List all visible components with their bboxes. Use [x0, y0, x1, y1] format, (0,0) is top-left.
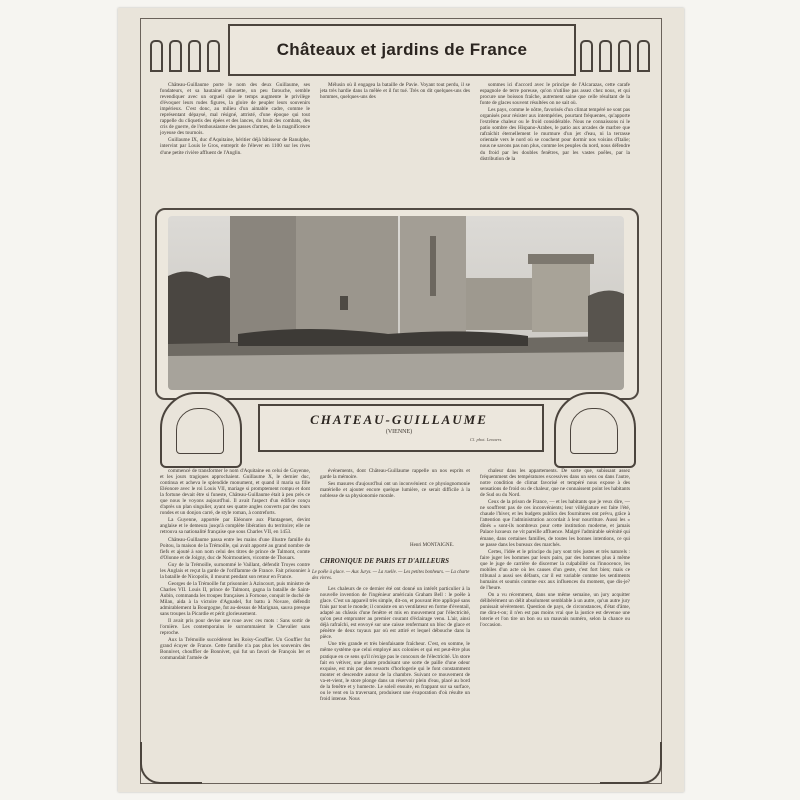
- top-column-right: [480, 82, 630, 210]
- bottom-column-middle-top: [320, 468, 470, 540]
- photo-credit: Cl. phot. Lenaers.: [470, 437, 503, 442]
- paragraph: Il avait pris pour devise une roue avec ces mots : Sans sortir de l'ornière. Les contemporains le surnommaient le Chevalier sans reproche.: [160, 618, 310, 637]
- paragraph: Ceux de la prison de France, — et les habitants que je veux dire, — ne souffrent pas de ces inconvénients; leur villégiature est faite l'été, chaude l'hiver, et les budgets publics des fournitures ont prévu, grâce à l'attention que l'administration accordait à leur nourriture. Aussi les « dînés » sont-ils nombreux pour cette institution moderne, et jamais Palace luxueux ne vit pareille affluence. Malgré l'admirable sérénité qui émane, dans certaines familles, de toutes les bonnes intentions, ce qui se passe dans les bureaux des marchés.: [480, 499, 630, 548]
- paragraph: Ses masures d'aujourd'hui ont un inconvénient: ce physiognomonie matérielle et ajouter encore quelque lumière, ce serait difficile à la noblesse de sa physionomie morale.: [320, 481, 470, 500]
- paragraph: Georges de la Trémoille fut prisonnier à Azincourt, puis ministre de Charles VII. Louis II, prince de Talmont, gagna la bataille de Saint-Aubin, commanda les troupes françaises à Fornoue, conquit le duché de Milan, aida à la victoire d'Agnadel, fut battu à Novare, défendit admirablement la Bourgogne, fut au-dessus de Marignan, sauva presque sans troupes la Picardie et périt glorieusement.: [160, 580, 310, 618]
- paragraph: Guillaume IX, duc d'Aquitaine, héritier déjà bâtisseur de Ranulphe, intervint par Louis le Gros, entreprit de l'élever en 1100 sur les rives d'une petite rivière affluent de l'Anglin.: [160, 137, 310, 156]
- bottom-column-middle: [320, 586, 470, 768]
- chronicle-title: CHRONIQUE DE PARIS ET D'AILLEURS: [320, 557, 450, 565]
- chronicle-subtitle: Le poêle à glace. — Aux Jurys. — La ruelle. — Les petites bonheurs. — La charte des vivres.: [312, 570, 470, 581]
- paragraph: chaleur dans les appartements. De sorte que, subissant assez fréquemment des températures excessives dans un sens ou dans l'autre, notre condition de climat favorisé et tempéré nous expose à des sensations de froid ou de chaleur, que ne connaissent point les habitants de Sud ou du Nord.: [480, 468, 630, 499]
- paragraph: On a vu récemment, dans une même semaine, un jury acquitter délibérément un délit absolument semblable à un autre, qu'un autre jury punissait sévèrement. Question de pays, de circonstances, d'état d'âme, me dira-t-on; il n'en est pas moins vrai que la justice est devenue une loterie et l'on tire un bon ou un mauvais numéro, selon la chance ou l'occasion.: [480, 591, 630, 629]
- footer-ornament-left: [140, 742, 202, 784]
- footer-ornament-right: [600, 742, 662, 784]
- paragraph: Guy de la Trémoille, surnommé le Vaillant, défendit Troyes contre les Anglais et reçut la garde de l'oriflamme de France. Fait prisonnier à la bataille de Nicopolis, il mourut pendant son retour en France.: [160, 561, 310, 580]
- bottom-column-left: [160, 468, 310, 768]
- paragraph: Mélusin où il engagea la bataille de Pavie. Voyant tout perdu, il se jeta très hardie dans la mêlée et il fut tué. Très on dit quelques-uns des hommes, quelques-uns des: [320, 82, 470, 101]
- photo-caption-title: CHATEAU-GUILLAUME: [310, 412, 488, 427]
- chateau-illustration: [168, 216, 624, 390]
- bottom-column-right: [480, 468, 630, 768]
- paragraph: événements, dont Château-Guillaume rappelle un nos esprits et garde la mémoire.: [320, 468, 470, 481]
- top-column-middle: [320, 82, 470, 108]
- chateau-photo: [168, 216, 624, 390]
- top-column-left: [160, 82, 310, 210]
- header-ornament-right: [580, 32, 650, 72]
- page-title: Châteaux et jardins de France: [276, 40, 528, 59]
- page-header: [228, 24, 576, 76]
- header-ornament-left: [150, 32, 220, 72]
- author-signature: Henri MONTAIGNE.: [410, 543, 454, 548]
- paragraph: La Guyenne, apportée par Eléonore aux Plantagenet, devint anglaise et le demeura jusqu'à complète libération du territoire; elle ne retrouva sa nationalité française que sous Charles VII, en 1453.: [160, 517, 310, 536]
- photo-caption-subtitle: (VIENNE): [385, 429, 413, 435]
- paragraph: Les chaleurs de ce dernier été ont donné un intérêt particulier à la nouvelle invention de l'ingénieur américain Graham Bell : le poêle à glace. C'est un appareil très simple, dit-on, et pouvant être appliqué sans frais par tout le monde; il consiste en un ventilateur en forme d'éventail, adapté au châssis d'une fenêtre et mis en mouvement par l'électricité, qu'on peut emprunter au premier courant d'éclairage venu. L'air, ainsi déjà rafraîchi, est envoyé sur une caisse renfermant un bloc de glace et pénètre de deux tuyaux par où est attiré et lequel débouche dans la pièce.: [320, 586, 470, 641]
- paragraph: Château-Guillaume passa entre les mains d'une illustre famille du Poitou, la maison de la Trémoille, qui avait apporté au grand nombre de fiefs et ajouté à son nom celui des titres de prince de Talmont, comte d'Olonne et de Joigny, duc de Noirmoutiers, vicomte de Thouars.: [160, 536, 310, 561]
- paragraph: commencé de transformer le nom d'Aquitaine en celui de Guyenne, et les jours tragiques approchaient. Guillaume X, le dernier duc, continua et acheva le splendide monument, et quand il maria sa fille Eléonore avec le roi Louis VII, mariage si promptement rompu et dont la fortune devait être si funeste, Château-Guillaume était à peu près ce que nous le voyons aujourd'hui. Il avait l'aspect d'un édifice conçu d'après un plan singulier, ayant ses quatre angles couverts par des tours rondes et un donjon carré, de style roman, à contreforts.: [160, 468, 310, 517]
- caption-ornament-left: [160, 392, 242, 468]
- paragraph: Les pays, comme le nôtre, favorisés d'un climat tempéré ne sont pas organisés pour résister aux intempéries, pourtant fréquentes, qu'apporte l'extrême chaleur ou le froid considérable. Nous ne connaissons ni le patio sombre des Hispano-Arabes, le patio aux arcades de marbre que rafraîchit éternellement le murmure d'un jet d'eau, ni la terrasse orientale vers le nord où se couchent pour dormir nos voisins d'Italie; nous ne savons pas non plus, comme les peuples du nord, nous défendre du froid par les doubles fenêtres, par les vastes poêles, par la distribution de la: [480, 107, 630, 162]
- paragraph: Certes, l'idée et le principe du jury sont très justes et très naturels : faire juger les hommes par leurs pairs, par des hommes plus à même que le juge de carrière de discerner la culpabilité ou l'innocence, les mobiles d'un acte où les causes d'un geste, c'est fort bien; mais ce tribunal a aussi ses défauts, car il est variable comme les sentiments humains et soumis comme eux aux influences du moment, que dis-je? de l'heure.: [480, 548, 630, 591]
- caption-ornament-right: [554, 392, 636, 468]
- paragraph: Une très grande et très bienfaisante fraîcheur. C'est, en somme, le même système que celui employé aux colonies et qui est peut-être plus pratique en ce sens qu'il n'exige pas le concours de l'électricité. Un store fait en vétiver, une plante produisant une sorte de paille d'une odeur exquise, est mis par des ressorts d'horlogerie qui le font constamment monter et descendre autour de la chambre. Suivant ce mouvement de va-et-vient, le store plonge dans un réservoir plein d'eau, placé au bord de la fenêtre et y humecte. Le soleil ensuite, en frappant sur sa surface, ou le vent en la traversant, produisent une évaporation d'où résulte un froid intense. Nous: [320, 641, 470, 702]
- paragraph: Château-Guillaume porte le nom des deux Guillaume, ses fondateurs, et sa hautaine silhouette, un peu farouche, semble revendiquer avec un orgueil que le temps augmente le privilège d'évoquer leurs rudes figures, la gloire de peupler leurs souvenirs impérieux. C'est donc, au milieu d'un aimable cadre, comme le représentant dépaysé, mal résigné, attristé, d'une époque qui tout rappelle du cliquetis des épées et des lances, du bruit des combats, des cris de guerre, de l'enthousiasme des passes d'armes, de la magnificence joyeuse des tournois.: [160, 82, 310, 137]
- paragraph: sommes ici d'accord avec le principe de l'Alcarazas, cette carafe espagnole de terre poreuse, qu'on n'utilise pas assez chez nous, et qui procure une boisson fraîche, autrement saine que celle résultant de la fonte de glaces souvent résultées on ne sait où.: [480, 82, 630, 107]
- paragraph: Aux la Trémoille succédèrent les Roisy-Gouffier. Un Gouffier fut grand écuyer de France. Cette famille n'a pas plus les souvenirs des Bonnivet, chouffier de Bonnivet, qui fut un favori de François Ier et commandait l'armée de: [160, 637, 310, 662]
